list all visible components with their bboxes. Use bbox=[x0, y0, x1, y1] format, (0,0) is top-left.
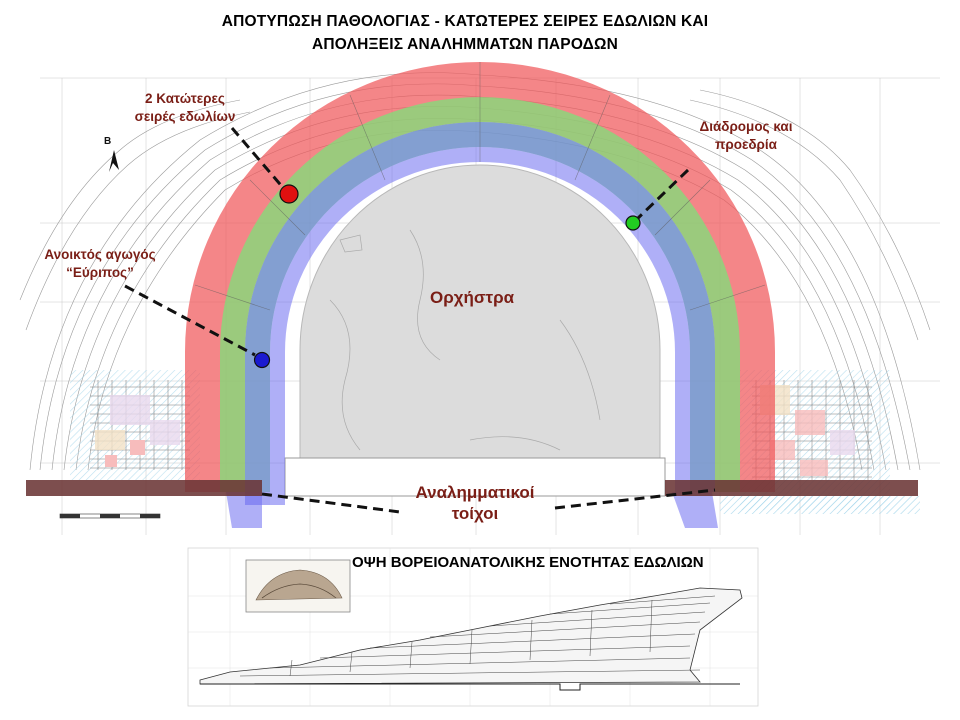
north-label: B bbox=[104, 136, 112, 147]
elevation-drawing bbox=[188, 548, 758, 706]
lower-rows-marker bbox=[280, 185, 298, 203]
callout-drain-line-2: “Εύριπος” bbox=[66, 265, 134, 280]
callout-retaining-walls-line-1: Αναλημματικοί bbox=[415, 483, 535, 502]
elevation-title: ΟΨΗ ΒΟΡΕΙΟΑΝΑΤΟΛΙΚΗΣ ΕΝΟΤΗΤΑΣ ΕΔΩΛΙΩΝ bbox=[352, 554, 704, 571]
left-ruins bbox=[70, 370, 200, 480]
orchestra-label: Ορχήστρα bbox=[430, 288, 515, 307]
page-title bbox=[0, 10, 930, 56]
orchestra-area bbox=[300, 165, 660, 462]
right-parodos-extension bbox=[672, 492, 718, 528]
callout-retaining-walls bbox=[395, 482, 555, 524]
callout-drain-line-1: Ανοικτός αγωγός bbox=[44, 247, 156, 262]
north-arrow-icon bbox=[109, 150, 119, 172]
callout-lower-rows bbox=[100, 90, 270, 126]
callout-corridor-line-1: Διάδρομος και bbox=[699, 119, 793, 134]
callout-corridor bbox=[676, 118, 816, 154]
title-line-2: ΑΠΟΛΗΞΕΙΣ ΑΝΑΛΗΜΜΑΤΩΝ ΠΑΡΟΔΩΝ bbox=[311, 36, 619, 53]
left-retaining-wall bbox=[26, 480, 262, 496]
callout-lower-rows-line-1: 2 Κατώτερες bbox=[145, 91, 225, 106]
left-parodos-extension bbox=[226, 492, 262, 528]
drain-marker bbox=[255, 353, 270, 368]
callout-drain bbox=[20, 246, 180, 282]
title-line-1: ΑΠΟΤΥΠΩΣΗ ΠΑΘΟΛΟΓΙΑΣ - ΚΑΤΩΤΕΡΕΣ ΣΕΙΡΕΣ ΕΔΩΛΙΩΝ ΚΑΙ bbox=[221, 13, 709, 30]
callout-lower-rows-line-2: σειρές εδωλίων bbox=[134, 109, 236, 124]
callout-retaining-walls-line-2: τοίχοι bbox=[451, 504, 499, 523]
right-parodos-hatch bbox=[720, 496, 920, 514]
callout-corridor-line-2: προεδρία bbox=[715, 137, 777, 152]
right-retaining-wall bbox=[665, 480, 918, 496]
corridor-marker bbox=[626, 216, 640, 230]
scale-bar bbox=[60, 514, 160, 518]
